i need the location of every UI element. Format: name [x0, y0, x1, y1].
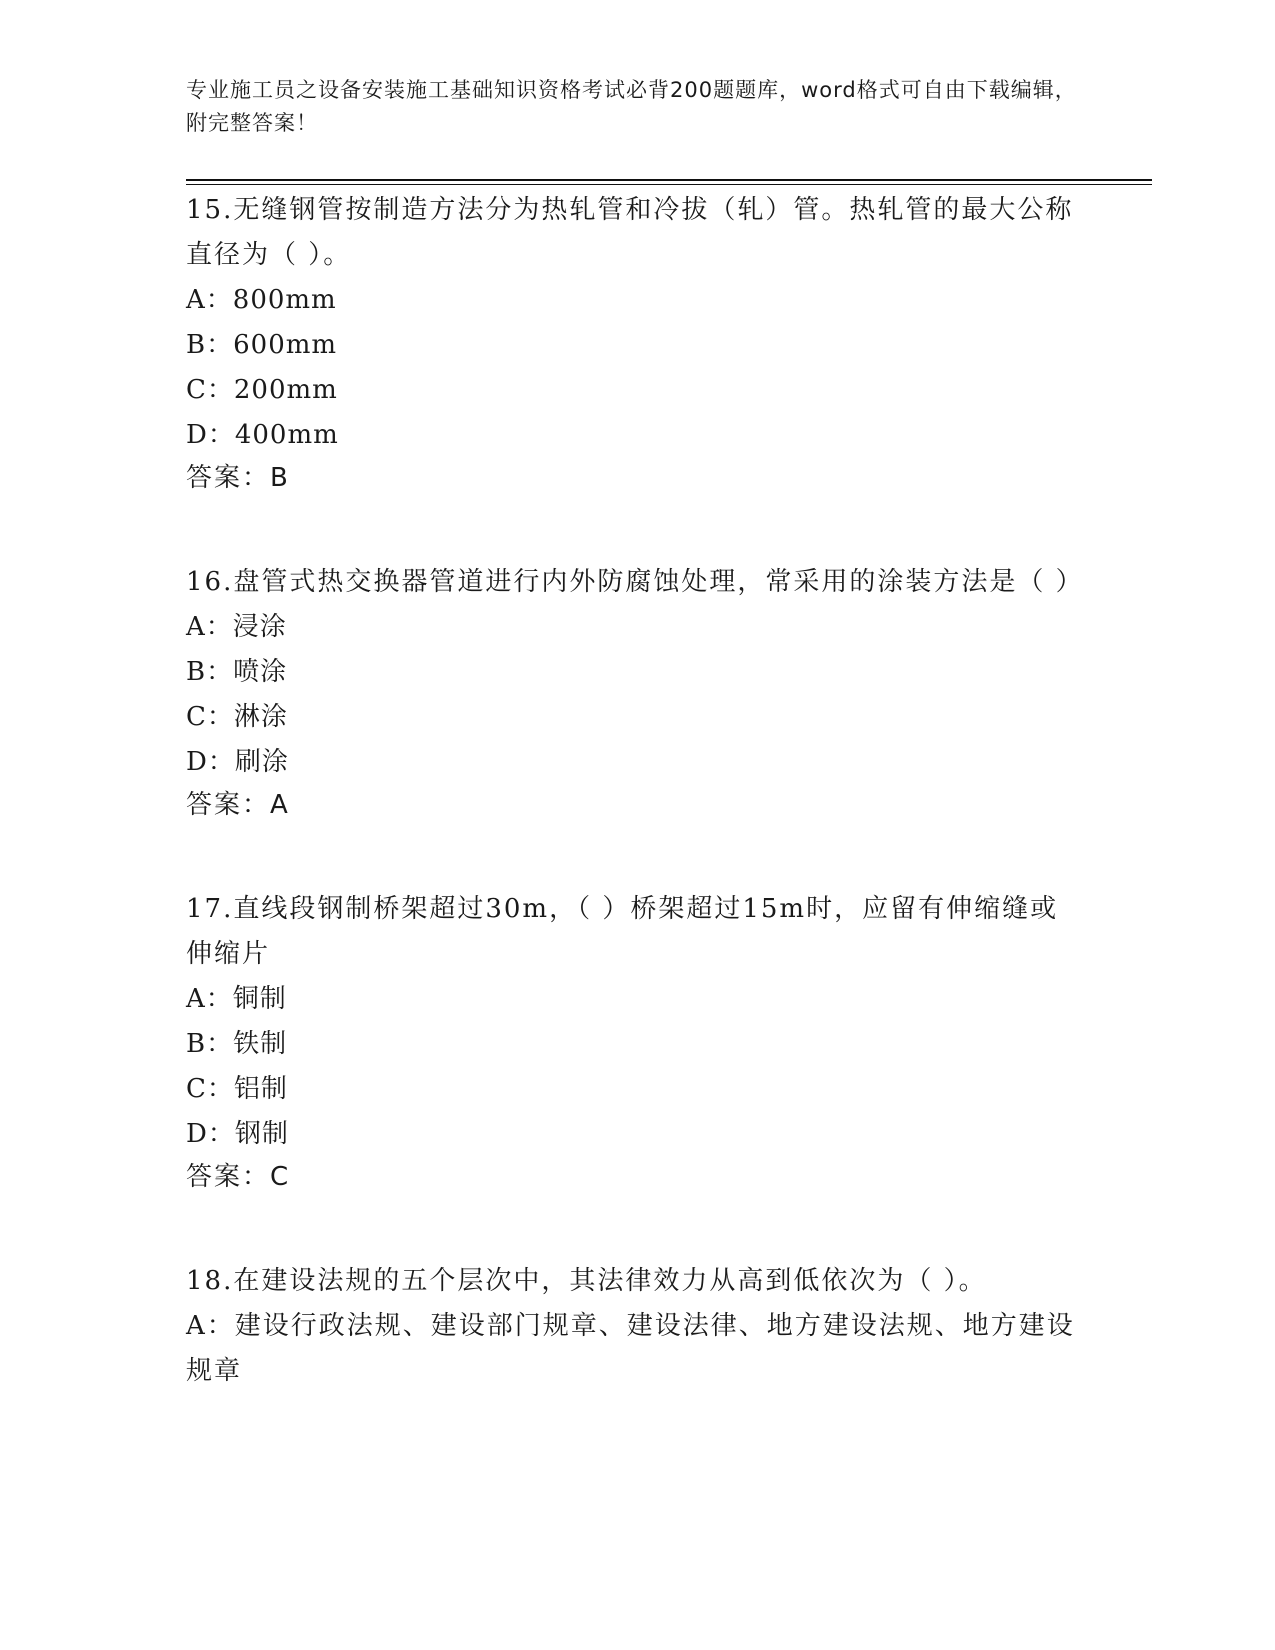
answer-line: 答案：B	[186, 463, 290, 493]
option-a: A：铜制	[186, 984, 287, 1014]
option-d: D：刷涂	[186, 747, 289, 777]
answer-line: 答案：A	[186, 790, 290, 820]
header-divider-top	[186, 179, 1152, 181]
question-stem: 15.无缝钢管按制造方法分为热轧管和冷拔（轧）管。热轧管的最大公称直径为（ ）。	[186, 195, 1074, 270]
option-d: D：400mm	[186, 420, 339, 450]
option-b: B：铁制	[186, 1029, 288, 1059]
option-a: A：浸涂	[186, 612, 287, 642]
option-b: B：喷涂	[186, 657, 288, 687]
document-header-intro: 专业施工员之设备安装施工基础知识资格考试必背200题题库，word格式可自由下载编辑，附完整答案！	[186, 78, 1077, 135]
option-c: C：200mm	[186, 375, 338, 405]
question-stem: 18.在建设法规的五个层次中，其法律效力从高到低依次为（ ）。	[186, 1266, 987, 1296]
option-a: A：建设行政法规、建设部门规章、建设法律、地方建设法规、地方建设规章	[186, 1311, 1075, 1386]
question-stem: 16.盘管式热交换器管道进行内外防腐蚀处理，常采用的涂装方法是（ ）	[186, 567, 1084, 597]
question-list	[186, 188, 1086, 1394]
option-b: B：600mm	[186, 330, 338, 360]
answer-line: 答案：C	[186, 1162, 291, 1192]
option-a: A：800mm	[186, 285, 337, 315]
question-16	[186, 560, 1086, 825]
header-divider-bottom	[186, 184, 1152, 185]
question-15	[186, 188, 1086, 498]
question-18	[186, 1259, 1086, 1394]
option-d: D：钢制	[186, 1119, 289, 1149]
option-c: C：淋涂	[186, 702, 288, 732]
question-stem: 17.直线段钢制桥架超过30m，（ ）桥架超过15m时，应留有伸缩缝或伸缩片	[186, 894, 1059, 969]
option-c: C：铝制	[186, 1074, 288, 1104]
question-17	[186, 887, 1086, 1197]
